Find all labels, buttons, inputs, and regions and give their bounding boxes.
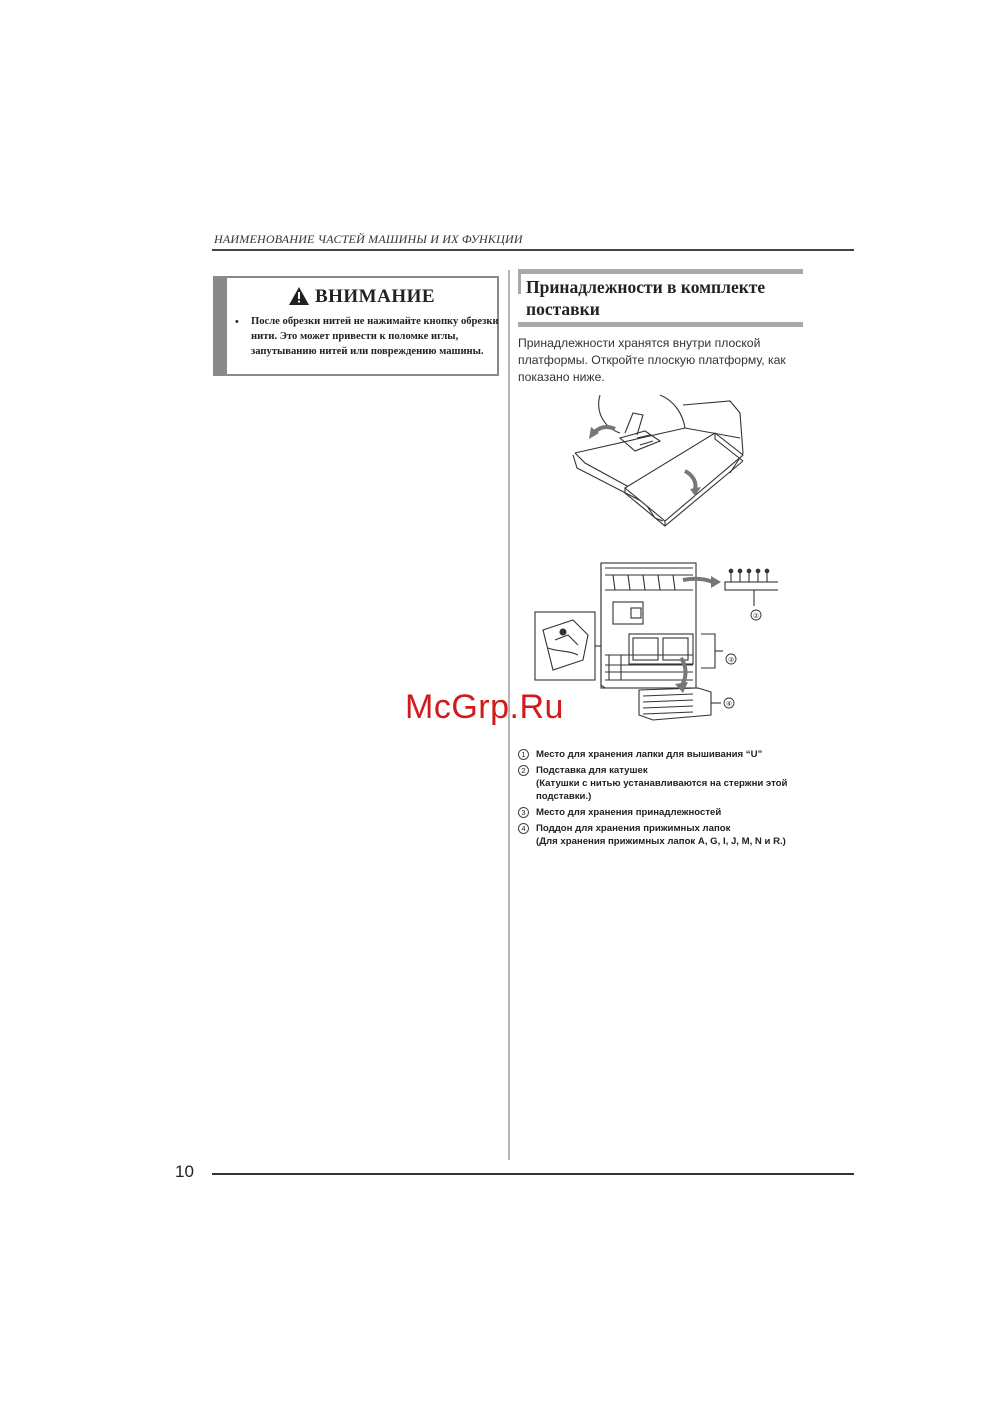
legend-text: Поддон для хранения прижимных лапок bbox=[536, 823, 731, 834]
legend-text: Место для хранения лапки для вышивания “U” bbox=[536, 749, 763, 760]
warning-title-row bbox=[227, 286, 497, 308]
warning-box bbox=[213, 276, 499, 376]
legend-text: Подставка для катушек bbox=[536, 765, 648, 776]
warning-side-band bbox=[215, 278, 227, 374]
legend-item bbox=[518, 822, 818, 848]
legend-item bbox=[518, 806, 818, 819]
warning-bullet: • bbox=[235, 316, 239, 328]
legend-item bbox=[518, 764, 818, 803]
callout-2: ② bbox=[752, 613, 760, 620]
header-rule bbox=[212, 249, 854, 251]
legend-text: Место для хранения принадлежностей bbox=[536, 807, 722, 818]
section-title bbox=[526, 276, 765, 320]
callout-3: ③ bbox=[727, 657, 735, 664]
flatbed-opening-illustration bbox=[565, 393, 760, 527]
legend-number: 2 bbox=[518, 765, 529, 776]
callout-4: ④ bbox=[725, 701, 733, 708]
heading-top-bar bbox=[518, 269, 803, 274]
accessory-storage-illustration bbox=[533, 560, 778, 725]
section-title-line1: Принадлежности в комплекте bbox=[526, 277, 766, 297]
legend-number: 4 bbox=[518, 823, 529, 834]
page-number: 10 bbox=[175, 1162, 194, 1181]
watermark: McGrp.Ru bbox=[405, 688, 564, 726]
warning-triangle-icon bbox=[289, 287, 309, 305]
section-intro: Принадлежности хранятся внутри плоской платформы. Откройте плоскую платформу, как показано ниже. bbox=[518, 336, 786, 384]
figure-legend bbox=[518, 748, 818, 851]
section-title-line2: поставки bbox=[526, 299, 600, 319]
running-header: НАИМЕНОВАНИЕ ЧАСТЕЙ МАШИНЫ И ИХ ФУНКЦИИ bbox=[214, 232, 523, 246]
warning-text: После обрезки нитей не нажимайте кнопку обрезки нити. Это может привести к поломке иглы, запутыванию нитей или повреждению машины. bbox=[251, 316, 499, 357]
warning-title: ВНИМАНИЕ bbox=[314, 286, 436, 307]
legend-subtext: (Для хранения прижимных лапок A, G, I, J, M, N и R.) bbox=[536, 836, 786, 847]
legend-item bbox=[518, 748, 818, 761]
heading-tick bbox=[518, 274, 521, 294]
section-heading bbox=[518, 269, 803, 327]
heading-bottom-bar bbox=[518, 322, 803, 327]
legend-number: 1 bbox=[518, 749, 529, 760]
footer-rule bbox=[212, 1173, 854, 1175]
legend-number: 3 bbox=[518, 807, 529, 818]
legend-subtext: (Катушки с нитью устанавливаются на стержни этой подставки.) bbox=[536, 778, 788, 802]
